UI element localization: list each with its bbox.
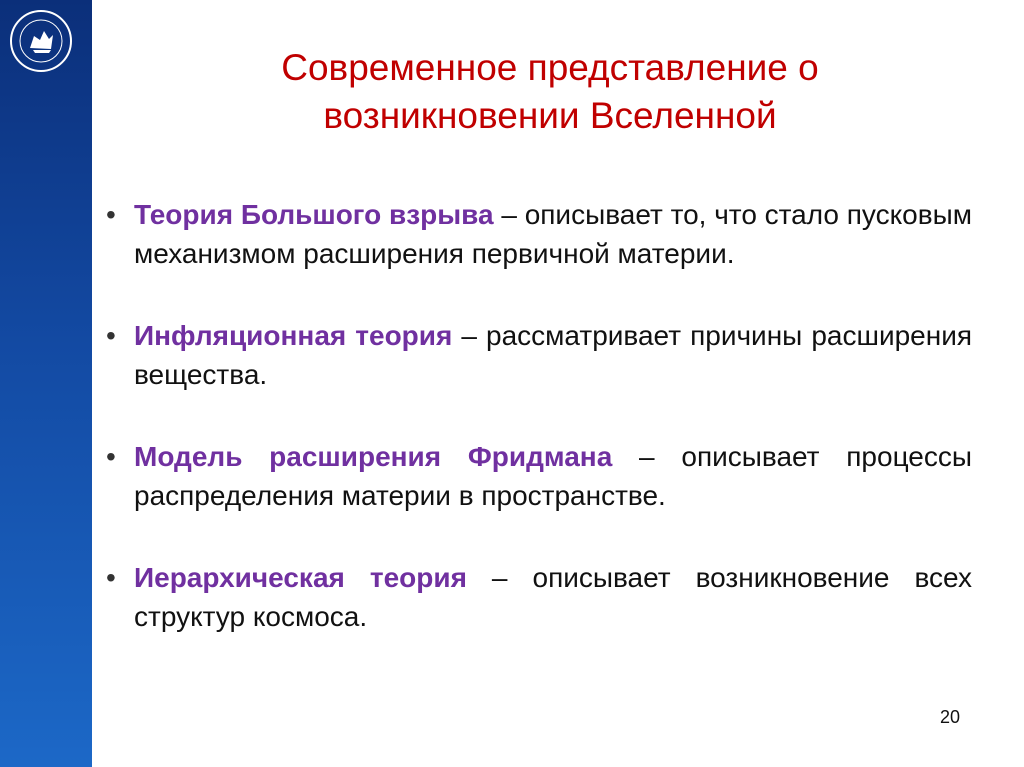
bullet-description: – рассматривает причины расширения вещества. (134, 320, 972, 390)
bullet-inflation (100, 316, 972, 394)
bullet-description: – описывает возникновение всех структур космоса. (134, 562, 972, 632)
bullet-term: Модель расширения Фридмана (134, 441, 613, 472)
bullet-marker: • (106, 320, 116, 351)
bullet-marker: • (106, 562, 116, 593)
bullet-term: Инфляционная теория (134, 320, 453, 351)
bullet-friedmann (100, 437, 972, 515)
bullet-term: Иерархическая теория (134, 562, 467, 593)
university-emblem-icon (9, 9, 73, 73)
bullet-description: – описывает то, что стало пусковым механизмом расширения первичной материи. (134, 199, 973, 269)
bullet-term: Теория Большого взрыва (134, 199, 494, 230)
page-number: 20 (939, 707, 961, 727)
slide-title: Современное представление о возникновении Вселенной (281, 47, 819, 136)
bullet-description: – описывает процессы распределения материи в пространстве. (134, 441, 972, 511)
bullet-marker: • (106, 199, 116, 230)
bullet-list (100, 195, 972, 679)
bullet-big-bang (100, 195, 972, 273)
bullet-marker: • (106, 441, 116, 472)
side-band (0, 0, 92, 767)
bullet-hierarchical (100, 558, 972, 636)
